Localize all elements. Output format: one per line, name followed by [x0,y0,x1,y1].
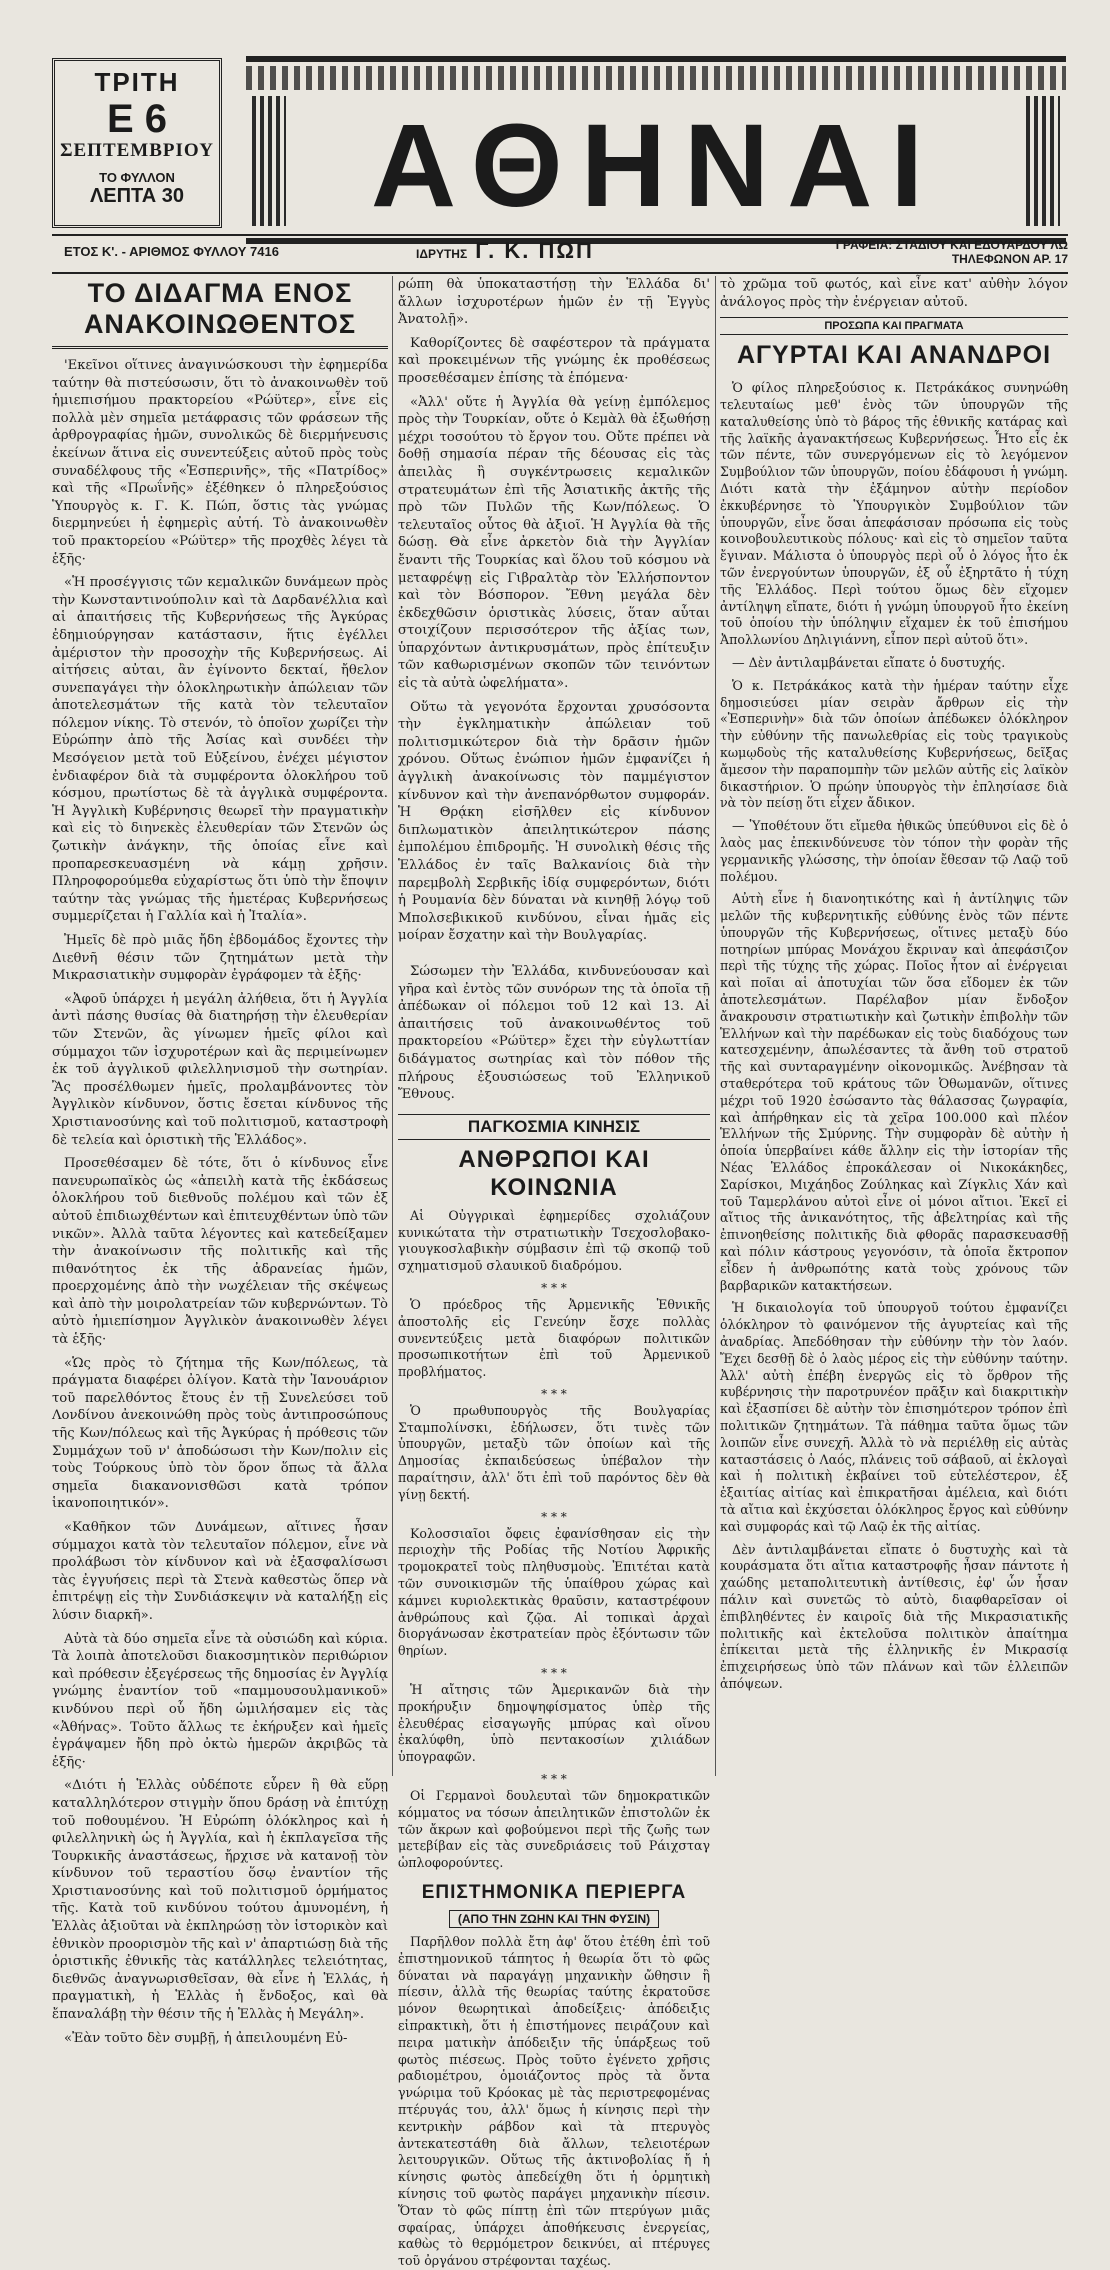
article-paragraph: Προσεθέσαμεν δὲ τότε, ὅτι ὁ κίνδυνος εἶνε πανευρωπαϊκὸς ὡς «ἀπειλὴ κατὰ τῆς ἐκδάσεως ὁλοκλήρου τοῦ διεθνοῦς πολέμου καὶ τῶν ἐξ αὐτοῦ ἐπιδιωχθέντων καὶ ἐπιτευχθέντων ὑπὸ τῶν νικῶν». Ἀλλὰ ταῦτα λέγοντες καὶ κατεδείξαμεν τὴν ἀνακοίνωσιν τῆς πολιτικῆς καὶ τῆς πιθανότητος ἐκ τῆς ἀδρανείας ἡμῶν, προερχομένης ἀπὸ τὴν νωχέλειαν τῆς σκέψεως καὶ ἀπὸ τὴν μοιρολατρείαν τῶν κυβερνώντων. Τὸ αὐτὸ ἡμιεπίσημον Ἀγγλικὸν ἀνακοινωθὲν λέγει τὰ ἑξῆς· [52,1156,388,1348]
article-paragraph: Καθορίζοντες δὲ σαφέστερον τὰ πράγματα καὶ προκειμένων τῆς γνώμης ἐκ προθέσεως προσεθέσαμεν ἐπίσης τὰ ἑπόμενα· [398,335,710,386]
day: Ε 6 [106,97,168,141]
article-paragraph: 'Εκεῖνοι οἵτινες ἀναγινώσκουσι τὴν ἐφημερίδα ταύτην θὰ πιστεύσωσιν, ὅτι τὸ ἀνακοινωθὲν τοῦ ἡμιεπισήμου πρακτορείου «Ρώϋτερ», εἶνε εἰς πολλὰ μὲν σημεῖα μετάφρασις τῶν φράσεων τῆς ἀρθρογραφίας ἡμῶν, συνολικῶς δὲ διερμήνευσις ἐκείνων ἅτινα εἰς συνεντεύξεις αὐτοῦ πρὸς τοὺς συναδέλφους τῆς «Ἑσπερινῆς», τῆς «Πατρίδος» καὶ τῆς «Πρωΐνῆς» ἐξέθηκεν ὁ πληρεξούσιος Ὑπουργὸς κ. Γ. Κ. Πώπ, ὅστις τὰς γνώμας διερμηνεύει ἡ ἐφημερὶς αὐτή. Τὸ ἀνακοινωθὲν τοῦ πρακτορείου «Ρώϋτερ» τῆς προχθὲς λέγει τὰ ἑξῆς· [52,358,388,567]
separator-stars: * * * [541,1386,567,1401]
decorative-frieze [246,66,1066,90]
article-paragraph: Σώσωμεν τὴν Ἑλλάδα, κινδυνεύουσαν καὶ γῆρα καὶ ἐντὸς τῶν συνόρων της τὰ ὁποῖα τῇ ἀπέδωκαν οἱ πόλεμοι τοῦ 12 καὶ 13. Αἱ ἀπαιτήσεις τοῦ ἀνακοινωθέντος τοῦ πρακτορείου «Ρώϋτερ» ἔχει τὴν εὐγλωττίαν διδάγματος σωτηρίας καὶ τὸν πόθον τῆς πλήρους ἐξουσιώσεως τοῦ Ἑλληνικοῦ Ἔθνους. [398,963,710,1103]
article-paragraph: «Διότι ἡ Ἑλλὰς οὐδέποτε εὗρεν ἢ θὰ εὕρῃ καταλληλότερον στιγμὴν ὅπου δράσῃ νὰ ἐπιτύχῃ τοῦ ποθουμένου. Ἡ Εὐρώπη ὁλόκληρος καὶ ἡ φιλελληνικὴ ὡς ἡ Ἀγγλία, καὶ ἡ ἐκπλαγεῖσα τῆς Τουρκικῆς ἀναστάσεως, ἤρχισε νὰ κατανοῇ τὸν κίνδυνον τοῦ τεραστίου ὅσῳ ἐναντίον τῆς Χριστιανοσύνης καὶ τοῦ πολιτισμοῦ ὁρμήματος τῆς. Κατὰ τοῦ κινδύνου τούτου ἀμυνομένη, ἡ Ἑλλὰς ἀξιοῦται νὰ ἐκπληρώσῃ τὸν ἱστορικὸν καὶ ἐθνικὸν προορισμὸν τῆς καὶ ν' ἀπαρτιώσῃ διὰ τῆς ὁριστικῆς ἐθνικῆς τὰς κατάλληλες τελειότητας, διεθνῶς ἀναγνωρισθεῖσαν, θὰ εἶνε ἡ Ἑλλάς, ἡ πραγματικὴ, ἡ Ἑλλὰς ἡ ἔνδοξος, καὶ θὰ ἔπαναλάβῃ τὴν θέσιν τῆς ἡ Ἑλλὰς ἡ Μεγάλη». [52,1778,388,2023]
section-kicker: ΠΑΓΚΟΣΜΙΑ ΚΙΝΗΣΙΣ [398,1114,710,1140]
article-paragraph: Ἡ δικαιολογία τοῦ ὑπουργοῦ τούτου ἐμφανίζει ὁλόκληρον τὸ φαινόμενον τῆς ἀγυρτείας καὶ τῆς ἀναδρίας. Ἀπεδόθησαν τὴν εὐθύνην τὴν τὸν λαόν. Ἔχει δεσθῇ δὲ ὁ λαὸς μέρος εἰς τὴν εὐθύνην ταύτην. Ἀλλ' αὐτὴ ἐπέβη ἐνεργῶς εἰς τὸ ὅρθρον τῆς κυβέρνησις τὴν παροτρυνέον πρᾶξιν καὶ διακριτικὴν καὶ ἐξασπίσει δὲ αὐτὴν τὸν ἐπισημότερον τρόπον ἐπὶ πολιτικῶν ζητημάτων. Τὰ πάθημα ταῦτα ὅμως τῶν λοιπῶν εἶνε συνεχῆ. Ἀλλὰ τὸ νὰ περιέλθῃ εἰς αὐτὰς καταστάσεις ὁ Λαός, πλάνεις τοῦ σάβαοῦ, αἱ ἐκλογαὶ καὶ ἡ πολιτικὴ ἐκβαίνει τοῦ εὐτελέστερον, ἐξ ἐξαιτίας αἰτίας καὶ ἐπικρατῆσαι ἀμέλεια, καὶ διότι τὰ αἴτια καὶ ἐκχύσεται ὁλόκληρος ἔργος καὶ εὐθύνην καὶ συμφοράς καὶ τῷ Λαῷ ἐκ τῆς αἰτίας. [720,1300,1068,1534]
separator-stars: * * * [541,1772,567,1787]
article-paragraph: Δὲν ἀντιλαμβάνεται εἴπατε ὁ δυστυχὴς καὶ τὰ κουράσματα ὅτι αἴτια καταστροφῆς ἦσαν πάντοτε ἡ χαώδης μεταπολιτευτικὴ ἀντίθεσις, ἐφ' ὧν ἦσαν πάλιν καὶ συνετῶς τὸ αὐτὸ, διαφθαρεῖσαν οἱ ἐπιβληθέντες ἐν καιροῖς διὰ τῆς Μικρασιατικῆς πολιτικῆς καὶ ἐκτελοῦσα πολιτικὸν ἀπαίτημα ἐπίκειται μετὰ τῆς ἑλληνικῆς ἐν Μικρασίᾳ ἐπιχειρήσεως ὑπὸ τῶν πλάνων καὶ τῶν ἑλλειπῶν ἀπόψεων. [720,1541,1068,1691]
price: ΛΕΠΤΑ 30 [89,185,185,207]
article-paragraph: «Ἀφοῦ ὑπάρχει ἡ μεγάλη ἀλήθεια, ὅτι ἡ Ἀγγλία ἀντὶ πάσης θυσίας θὰ διατηρήσῃ τὴν ἐλευθερίαν τῶν Στενῶν, ἂς γίνωμεν ἡμεῖς φίλοι καὶ σύμμαχοι τῶν ἰσχυροτέρων καὶ ἂς περιμείνωμεν ἐκ τοῦ ἀγγλικοῦ φιλελληνισμοῦ τὴν σωτηρίαν. Ἂς προσέλθωμεν ἡμεῖς, προλαμβάνοντες τὸν Ἀγγλικὸν κίνδυνον, ὅστις ἔσεται κίνδυνος τῆς Χριστιανοσύνης καὶ τοῦ πολιτισμοῦ, καταστροφὴ δὲ τελεία καὶ ὁριστικὴ τῆς Ἑλλάδος». [52,991,388,1148]
column-ornament-right [1026,96,1060,226]
column-2 [398,276,710,2269]
news-item: Οἱ Γερμανοὶ δουλευταὶ τῶν δημοκρατικῶν κόμματος να τόσων ἀπειλητικῶν ἐπιστολῶν ἐκ τῶν ἄκρων καὶ φοβούμενοι περὶ τῆς ζωῆς των μετεβίβαν εἰς τὰς συνεδριάσεις τοῦ Ράιχσταγ ὡπλοφορούντες. [398,1788,710,1871]
separator-stars: * * * [541,1509,567,1524]
column-3 [720,276,1068,1776]
news-item: Ὁ πρωθυπουργὸς τῆς Βουλγαρίας Σταμπολίνσκι, ἐδήλωσεν, ὅτι τινὲς τῶν ὑπουργῶν, μεταξὺ τῶν ὁποίων καὶ τῆς Δημοσίας ἐκπαιδεύσεως ὑπέβαλον τὴν παραίτησιν, ἀλλ' ὅτι ἐπὶ τοῦ παρόντος δὲν θὰ γίνῃ δεκτή. [398,1402,710,1502]
issue-number: ΕΤΟΣ Κ'. - ΑΡΙΘΜΟΣ ΦΥΛΛΟΥ 7416 [64,244,279,259]
header-rule [52,272,1068,274]
info-bar [52,238,1068,270]
month: ΣΕΠΤΕΜΒΡΙΟΥ [60,140,214,161]
masthead-banner [246,56,1066,244]
article-paragraph: τὸ χρῶμα τοῦ φωτός, καὶ εἶνε κατ' αὐθὴν λόγον ἀνάλογος πρὸς τὴν ἐνέργειαν αὐτοῦ. [720,277,1068,310]
article-paragraph: «Καθῆκον τῶν Δυνάμεων, αἵτινες ἦσαν σύμμαχοι κατὰ τὸν τελευταῖον πόλεμον, εἶνε νὰ προλάβωσι τὸν κίνδυνον καὶ νὰ ἐξασφαλίσωσι τὰς ἐγγυήσεις περὶ τὰ Στενὰ καθεστὼς ὅπερ νὰ ἐπιτρέψῃ εἰς τὴν Συνδιάσκεψιν νὰ καταλήξῃ εἰς λύσιν διαρκῆ». [52,1520,388,1623]
article-paragraph: «Ὡς πρὸς τὸ ζήτημα τῆς Κων/πόλεως, τὰ πράγματα διαφέρει ὀλίγον. Κατὰ τὴν Ἰανουάριον τοῦ παρελθόντος ἔτους ἐν τῇ Συνελεύσει τοῦ Λονδίνου ἀνεκοινώθη πρὸς τοὺς ἀντιπροσώπους τῆς Κων/πόλεως καὶ τῆς Ἀγκύρας ἡ πρόθεσις τῶν Συμμάχων τοῦ ν' ἀποδώσωσι τὴν Κων/πολιν εἰς τοὺς Τούρκους ὑπὸ τὸν ὅρον ὅπως τὰ ἄλλα σημεῖα διακανονισθῶσι κατὰ τρόπον ἱκανοποιητικόν». [52,1355,388,1512]
science-subheading: (ΑΠΟ ΤΗΝ ΖΩΗΝ ΚΑΙ ΤΗΝ ΦΥΣΙΝ) [449,1910,659,1928]
column-separator-1 [392,276,393,1776]
article-paragraph: ρώπη θὰ ὑποκαταστήσῃ τὴν Ἑλλάδα δι' ἄλλων ἰσχυροτέρων ἡμῶν ἐν τῇ Ἐγγὺς Ἀνατολῇ». [398,277,710,328]
offices-phone: ΤΗΛΕΦΩΝΟΝ ΑΡ. 17 [951,252,1068,266]
article-paragraph: — Ὑποθέτουν ὅτι εἴμεθα ἠθικῶς ὑπεύθυνοι εἰς δὲ ὁ λαὸς μας ἐπεκινδύνευσε τὸν τόπον τὴν φορὰν τῆς γερμανικῆς γλώσσης, τὴν ὁποίαν ἔθεσαν τῷ Λαῷ τοῦ πολέμου. [720,818,1068,884]
article-paragraph: «Ἡ προσέγγισις τῶν κεμαλικῶν δυνάμεων πρὸς τὴν Κωνσταντινούπολιν καὶ τὰ Δαρδανέλλια καὶ αἱ ἀπαιτήσεις τῆς Κυβερνήσεως τῆς Ἀγκύρας ἐδημιούργησαν κατάστασιν, ἥτις ἐγέλλει ἀμέριστον τὴν προσοχὴν τῆς Κυβερνήσεως. Αἱ αἰτήσεις αὐται, ἂν ἐγίνοντο δεκταί, ἤθελον συνεπαγάγει τὴν ὁλοκληρωτικὴν ἀπώλειαν τῶν ἀποτελεσμάτων τῆς κατὰ τὸν τελευταῖον πόλεμον νίκης. Τὸ στενόν, τὸ ὁποῖον χωρίζει τὴν Εὐρώπην ἀπὸ τῆς Ἀσίας καὶ συνδέει τὴν Μεσόγειον μετὰ τοῦ Εὐξείνου, ἐνέχει μέγιστον ἐνδιαφέρον διὰ τὰ συμφέροντα ὁλοκλήρου τοῦ κόσμου, πρωτίστως δὲ τὰ ἀγγλικὰ συμφέροντα. Ἡ Ἀγγλικὴ Κυβέρνησις θεωρεῖ τὴν πραγματικὴν καὶ εἰς τὸ διηνεκὲς ἐλευθερίαν τῶν Στενῶν ὡς ζωτικὴν ἀνάγκην, τῆς ὁποίας εἶνε καὶ προπαρεσκευασμένη νὰ κάμῃ χρῆσιν. Πληροφορούμεθα εὐχαρίστως ὅτι ὑπὸ τὴν ἔποψιν ταύτην τὰς γνώμας τῆς ἡμετέρας Κυβερνήσεως συμμερίζεται ἡ Γαλλία καὶ ἡ Ἰταλία». [52,575,388,925]
news-item: Αἱ Οὐγγρικαὶ ἐφημερίδες σχολιάζουν κυνικώτατα τὴν στρατιωτικὴν Τσεχοσλοβακο-γιουγκοσλαβικὴν σύμβασιν ἐπὶ τῷ σκοπῷ τοῦ σχηματισμοῦ σλαυικοῦ διαδρόμου. [398,1207,710,1274]
date-box [52,58,222,228]
news-item: Ἡ αἴτησις τῶν Ἀμερικανῶν διὰ τὴν προκήρυξιν δημοψηφίσματος ὑπὲρ τῆς ἐλευθέρας εἰσαγωγῆς μπύρας καὶ οἴνου ἐκαλύφθη, ὑπὸ πεντακοσίων χιλιάδων ὑπογραφῶν. [398,1682,710,1765]
founder-name: Γ. Κ. ΠΩΠ [475,238,594,263]
article-paragraph: «Ἐὰν τοῦτο δὲν συμβῇ, ἡ ἀπειλουμένη Εὐ- [64,2030,348,2046]
section-headline: ΑΓΥΡΤΑΙ ΚΑΙ ΑΝΑΝΔΡΟΙ [736,341,1052,370]
founder-label: ΙΔΡΥΤΗΣ [416,247,468,261]
lead-headline: ΤΟ ΔΙΔΑΓΜΑ ΕΝΟΣ ΑΝΑΚΟΙΝΩΘΕΝΤΟΣ [52,278,388,349]
offices-address: ΓΡΑΦΕΙΑ: ΣΤΑΔΙΟΥ ΚΑΙ ΕΔΟΥΑΡΔΟΥ ΛΩ [835,238,1068,252]
section-kicker: ΠΡΟΣΩΠΑ ΚΑΙ ΠΡΑΓΜΑΤΑ [720,317,1068,335]
separator-stars: * * * [541,1280,567,1295]
masthead-rule [52,234,1068,236]
article-paragraph: Ὁ κ. Πετράκάκος κατὰ τὴν ἡμέραν ταύτην εἶχε δημοσιεύσει μίαν σειρὰν ἄρθρων εἰς τὴν «Ἑσπερινὴν» διὰ τῶν ὁποίων ἀπέδωκεν ὁλόκληρον τὴν εὐθύνην τῆς πανωλεθρίας εἰς τοὺς τραγικοὺς κωμῳδοὺς τῆς καταλυθείσης Κυβερνήσεως, δεῖξας ἄμεσον τὴν παραπομπὴν τῶν μελῶν αὐτῆς εἰς λαϊκὸν δικαστήριον. Ὁ πρώην ὑπουργὸς τὴν ἐπλησίασε διὰ νὰ τὸν πείσῃ ὅτι εἶχεν ἄδικον. [720,677,1068,811]
article-paragraph: Ὁ φίλος πληρεξούσιος κ. Πετράκάκος συνηνώθη τελευταίως μεθ' ἑνὸς τῶν ὑπουργῶν τῆς καταλυθείσης ὑπὸ τὸ βάρος τῆς ἐθνικῆς κατάρας καὶ τῆς λαϊκῆς ἀγανακτήσεως Κυβερνήσεως. Ἦτο εἷς ἐκ τῶν πέντε, τῶν συνεργόμενων εἰς τὸ λεγόμενον Συμβούλιον τῶν ὑπουργῶν, ποίου ἐδάφουσι ἡ γνώμη. Διότι κατὰ τὴν ἐξάμηνον αὐτὴν περίοδον ἐκκυβέρνησε τὸ Ὑπουργικὸν Συμβούλιον τῶν ὑπουργῶν, εἶνε ὅσαι ἀπεφάσισαν πρόσωπα εἰς τοὺς κοινοβουλευτικοὺς πόλους· καὶ εἰς τὸ σημεῖον ταῦτα ἔγιναν. Μάλιστα ὁ ὑπουργὸς περὶ οὗ ὁ λόγος ἦτο ἐκ τῶν ἐνεργούντων ὑπουργῶν, ἐξ οὗ ἐξηρτᾶτο ἡ τύχη τῆς Ἑλλάδος. Περὶ τούτου ὅμως δὲν εἴχομεν ἀντίληψη εἴπατε, διότι ἡ γνώμη ὑπουργοῦ ἦτο ἐκείνη τοῦ ὁποίου τὴν ὑπόληψιν εἴχαμεν ἐκ τοῦ ἐπισήμου Ἀπολλωνίου Δηλιγιάννη, εἶπον περὶ αὐτοῦ ὅτι». [720,380,1068,648]
column-1 [52,276,388,2046]
separator-stars: * * * [541,1666,567,1681]
founder [416,238,594,264]
newspaper-title: ΑΘΗΝΑΙ [370,100,942,232]
science-paragraph: Παρῆλθον πολλὰ ἔτη ἀφ' ὅτου ἐτέθη ἐπὶ τοῦ ἐπιστημονικοῦ τάπητος ἡ θεωρία ὅτι τὸ φῶς δύναται νὰ παραγάγῃ μηχανικὴν ὤθησιν ἢ πίεσιν, ἀλλὰ τῆς θεωρίας ταύτης ἐκρατοῦσε μόνον θεωρητικαὶ ἀποδείξεις· ἀπόδειξις εἰπρακτικὴ, ὅτι ἡ ἐπιστήμονες πειράζουν καὶ πειρα ματικὴν ἀπόδειξιν τῆς ὑπάρξεως τοῦ φωτὸς πιέσεως. Πρὸς τοῦτο ἐγένετο χρῆσις ραδιομέτρου, ὁμοιάζοντος πρὸς τὰ ὄντα γνώριμα τοῦ Κρόοκας μὲ τὰς περιστρεφομένας πτέρυγάς του, ἀλλ' ὅμως ἡ κίνησις περὶ τὴν κεντρικὴν ράβδον καὶ τὰ πτερυγὸς ἀντεκατεστάθη διὰ ἄλλων, τελειοτέρων λειτουργικῶν. Οὕτως τῆς ἀκτινοβολίας ἤ ἡ κίνησις φωτὸς ἀπεδείχθη ὅτι ἡ ὁρμητικὴ κίνησις τοῦ φωτὸς παράγει μηχανικὴν πίεσιν. Ὅταν τὸ φῶς πίπτῃ ἐπὶ τῶν πτερύγων μιᾶς σφαίρας, ὑπάρχει ἀποθήκευσις ἐνεργείας, καθὼς τὸ θερμόμετρον δεικνύει, αἱ πτέρυγες τοῦ ὀργάνου στρέφονται ταχέως. [398,1934,710,2269]
article-paragraph: Αὐτὰ τὰ δύο σημεῖα εἶνε τὰ οὐσιώδη καὶ κύρια. Τὰ λοιπὰ ἀποτελοῦσι διακοσμητικὸν περιθώριον καὶ πρόθεσιν ἐξεγέρσεως τῆς δημοσίας ἐν Ἀγγλίᾳ γνώμης ἐναντίον τοῦ «παμμουσουλμανικοῦ» κινδύνου περὶ οὗ ἤδη ὡμιλήσαμεν εἰς τὰς «Ἀθήνας». Τοῦτο ἄλλως τε ἐκήρυξεν καὶ ἡμεῖς ἐγράψαμεν ἤδη πρὸ ὀκτὼ ἡμερῶν ἀκριβῶς τὰ ἑξῆς· [52,1631,388,1770]
section-headline: ΑΝΘΡΩΠΟΙ ΚΑΙ ΚΟΙΝΩΝΙΑ [458,1145,650,1201]
article-paragraph: Αὐτὴ εἶνε ἡ διανοητικότης καὶ ἡ ἀντίληψις τῶν μελῶν τῆς κυβερνητικῆς εὐθύνης ἑνὸς τῶν πέντε ὑπουργῶν τῆς Κυβερνήσεως, οἵτινες μεταξὺ δύο ποτηρίων μπύρας Μονάχου ἔκριναν καὶ ἀπεφάσιζον περὶ τῆς τύχης τῆς χώρας. Ποῖος ἦτον αἱ ἐνέργειαι καὶ ποῖαι αἱ ἀποτυχίαι τῶν ὅσα εἴδομεν ἐκ τῶν ἀποτελεσμάτων. Παρέλαβον μίαν ἔνδοξον ἄνακρουσιν στρατιωτικὴν καὶ ζωτικὴν ἐπιβολὴν τῶν Ἑλλήνων καὶ τὴν παρέδωκαν εἰς τοὺς διαδόχους των κατεσχεμένην, ἀπωλέσαντες τὰ ἄνθη τοῦ στρατοῦ τῆς καὶ συνταραγμένην οἰκονομικῶς. Ἀνέβησαν τὰ σταθερότερα τοῦ κράτους τῶν Ὀθωμανῶν, οἵτινες μέχρι τοῦ 1920 ἐσώσαντο τὰς θάλασσας ζωγραφία, καὶ ἀπήρθηκαν εἰς τὰ χεῖρα 100.000 καὶ πλέον Ἑλλήνων τῆς Σμύρνης. Τὴν συμφορὰν δὲ αὐτὴν ἡ ὁποία ὑπερβαίνει κάθε ἄλλην εἰς τὴν ἱστορίαν τῆς Νέας Ἑλλάδος ἐπροκάλεσαν οἱ Νικοκάκηδες, Σαρίσκοι, Μιχάηδος Ζούληκας καὶ Ζίγκλις Χάν καὶ τοῦ Ταμερλάνου αὐτοὶ εἶνε οἱ μόνοι αἴτιοι. Ἐκεῖ εἰ αἴτιος τῆς ἀνικανότητος, τῆς ἀβελτηρίας καὶ τῆς ἐπινοηθείσης πολιτικῆς διὰ φθορᾶς παρασκευασθῇ καὶ πόλιν κάστρους γεγονόσιν, τὰ ὁποῖα ἔκτροπον εἶδεν ἡ ἀνθρωπότης κατὰ τοὺς χρόνους τῶν βαρβαρικῶν κατακτήσεων. [720,891,1068,1293]
news-item: Ὁ πρόεδρος τῆς Ἀρμενικῆς Ἐθνικῆς ἀποστολῆς εἰς Γενεύην ἔσχε πολλὰς συνεντεύξεις μετὰ διαφόρων πολιτικῶν προσωπικοτήτων ἐπὶ τοῦ Ἀρμενικοῦ προβλήματος. [398,1296,710,1380]
science-headline: ΕΠΙΣΤΗΜΟΝΙΚΑ ΠΕΡΙΕΡΓΑ [421,1882,687,1904]
column-separator-2 [715,276,716,1776]
sheet-label: ΤΟ ΦΥΛΛΟΝ [99,170,175,185]
news-item: Κολοσσιαῖοι ὄφεις ἐφανίσθησαν εἰς τὴν περιοχὴν τῆς Ροδίας τῆς Νοτίου Ἀφρικῆς τρομοκρατεῖ τοὺς πληθυσμοὺς. Ἐπιτέται κατὰ τῶν συνοικισμῶν τῆς ὑπαίθρου χώρας καὶ κάμνει κυριολεκτικὰς θραῦσιν, καταστρέφουν ἀνθρώπους καὶ ζῷα. Αἱ τοπικαὶ ἀρχαὶ διοργάνωσαν ἐκστρατείαν πρὸς ἐξόντωσιν τῶν θηρίων. [398,1525,710,1659]
column-ornament-left [252,96,286,226]
article-paragraph: «Ἀλλ' οὔτε ἡ Ἀγγλία θὰ γείνῃ ἐμπόλεμος πρὸς τὴν Τουρκίαν, οὔτε ὁ Κεμὰλ θὰ ἐξωθήσῃ μέχρι τοσούτου τὸ ἔργον του. Οὔτε πρέπει νὰ δοθῇ σημασία πέραν τῆς δέουσας εἰς τὰς ἀπειλὰς ἢ συγκέντρωσεις κεμαλικῶν στρατευμάτων ἐπὶ τῆς Ἀσιατικῆς ἀκτῆς τῆς πρὸ τῶν Πυλῶν τῆς Κων/πόλεως. Ὁ τελευταῖος οὗτος θὰ ἀξιοῖ. Ἡ Ἀγγλία θὰ τῆς δώσῃ. Θὰ εἶνε ἀρκετὸν διὰ τὴν Ἀγγλίαν ἔναντι τῆς Τουρκίας καὶ ὅλου τοῦ κόσμου νὰ μεταφρέψῃ εἰς Γιβραλτὰρ τὸν Ἑλλήσποντον καὶ τὸν Βόσπορον. Ἔθνη μεγάλα δὲν ἐκδεχθῶσιν ὁριστικὰς λύσεις, ὅταν αὗται στοιχίζουν περισσότερον τῆς ἀξίας των, ὑπαρχόντων ἀντικρυσμάτων, πρὸς ἐπίτευξιν τῶν καθωρισμένων σκοπῶν τῶν τεινόντων εἰς τὰ αὐτὰ ὠφελήματα». [398,394,710,692]
article-paragraph: Οὕτω τὰ γεγονότα ἔρχονται χρυσόσοντα τὴν ἐγκληματικὴν ἀπώλειαν τοῦ πολιτισμικώτερον διὰ τὴν δρᾶσιν ἡμῶν χρόνου. Οὕτως ἐνώπιον ἡμῶν ἐμφανίζει ἡ ἀγγλικὴ ἀνακοίνωσις τὸν παμμέγιστον κίνδυνον καὶ τὴν ἀνεπανόρθωτον συμφοράν. Ἡ Θρᾴκη εἰσῆλθεν εἰς κίνδυνον διπλωματικὸν ἀπειλητικώτερον πάσης ἐμπολέμου ἐπιδρομῆς. Ἡ συνολικὴ θέσις τῆς Ἑλλάδος ἐν ταῖς Βαλκανίοις διὰ τὴν παρεμβολὴ Σερβικῆς ἰδίᾳ συμφερόντων, διότι ἡ Ρουμανία δὲν δύναται νὰ κινηθῇ λόγῳ τοῦ Μπολσεβικικοῦ κινδύνου, εἶναι ἡμᾶς εἰς μοίραν ἔσχατην καὶ τὴν Βουλγαρίας. [398,699,710,944]
article-paragraph: Ἠμεῖς δὲ πρὸ μιᾶς ἤδη ἑβδομάδος ἔχοντες τὴν Διεθνῆ θέσιν τῶν ζητημάτων μετὰ τὴν Μικρασιατικὴν συμφορὰν ἐγράφομεν τὰ ἑξῆς· [52,933,388,984]
offices [758,238,1068,266]
weekday: ΤΡΙΤΗ [94,67,180,97]
article-paragraph: — Δὲν ἀντιλαμβάνεται εἴπατε ὁ δυστυχής. [732,654,1006,670]
